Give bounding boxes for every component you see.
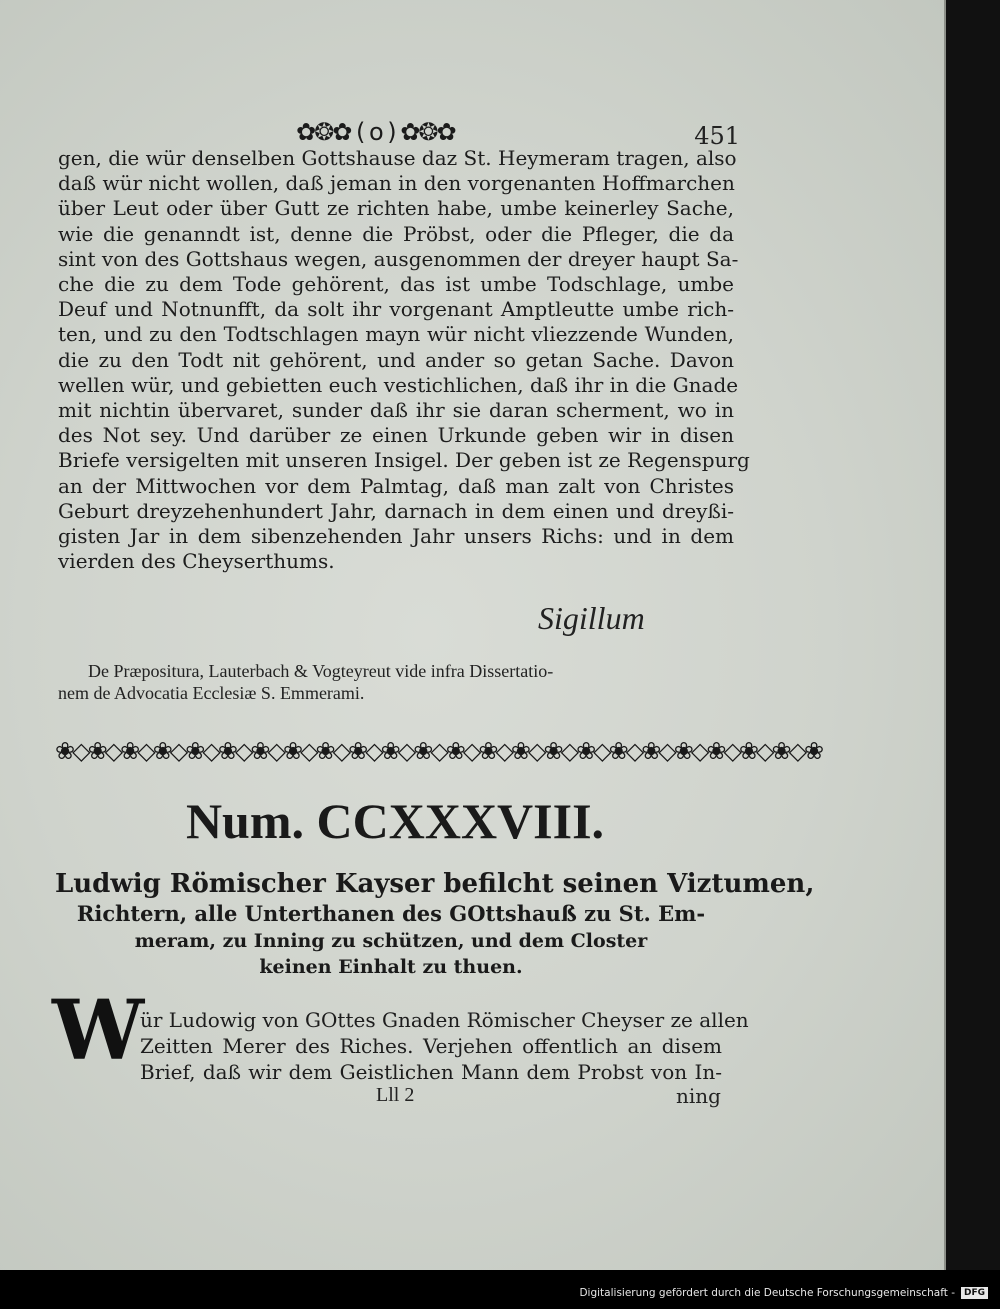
- body-line: Deuf und Notnunfft, da solt ihr vorgenant Amptleutte umbe rich-: [58, 297, 734, 322]
- body-line: Geburt dreyzehenhundert Jahr, darnach in dem einen und dreyßi-: [58, 498, 734, 523]
- header-ornament: ✿❂✿ ( o ) ✿❂✿: [296, 118, 455, 146]
- charter-text: [140, 1007, 749, 1085]
- page-number: 451: [694, 122, 740, 150]
- body-line: daß wür nicht wollen, daß jeman in den vorgenanten Hoffmarchen: [58, 171, 735, 196]
- signature-mark: Lll 2: [376, 1084, 415, 1106]
- footer-text: Digitalisierung gefördert durch die Deutsche Forschungsgemeinschaft -: [579, 1287, 955, 1299]
- sigillum-label: Sigillum: [538, 600, 645, 636]
- body-line: wellen wür, und gebietten euch vestichlichen, daß ihr in die Gnade: [58, 372, 739, 397]
- document-title: [55, 868, 815, 980]
- editorial-note: [58, 660, 733, 704]
- title-line: keinen Einhalt zu thuen.: [259, 956, 523, 978]
- charter-line: Brief, daß wir dem Geistlichen Mann dem Probst von In-: [140, 1060, 722, 1084]
- note-line: nem de Advocatia Ecclesiæ S. Emmerami.: [58, 683, 365, 703]
- footer-credit: [579, 1287, 988, 1299]
- body-line: Briefe versigelten mit unseren Insigel. Der geben ist ze Regenspurg: [58, 448, 750, 473]
- scan-background: [946, 0, 1000, 1270]
- title-line: Ludwig Römischer Kayser befilcht seinen Viztumen,: [55, 869, 815, 899]
- page-header: [50, 118, 740, 148]
- title-line: Richtern, alle Unterthanen des GOttshauß zu St. Em-: [76, 901, 706, 926]
- body-line: mit nichtin übervaret, sunder daß ihr sie daran scherment, wo in: [58, 398, 734, 423]
- body-line: die zu den Todt nit gehörent, und ander so getan Sache. Davon: [58, 347, 734, 372]
- body-line: über Leut oder über Gutt ze richten habe, umbe keinerley Sache,: [58, 196, 734, 221]
- body-line: des Not sey. Und darüber ze einen Urkunde geben wir in disen: [58, 423, 734, 448]
- body-line: sint von des Gottshaus wegen, ausgenommen der dreyer haupt Sa-: [58, 246, 739, 271]
- dfg-logo-icon: DFG: [961, 1287, 988, 1299]
- body-line: ten, und zu den Todtschlagen mayn wür nicht vliezzende Wunden,: [58, 322, 734, 347]
- charter-line: ür Ludowig von GOttes Gnaden Römischer Cheyser ze allen: [140, 1008, 749, 1032]
- ornamental-rule: ❀◇❀◇❀◇❀◇❀◇❀◇❀◇❀◇❀◇❀◇❀◇❀◇❀◇❀◇❀◇❀◇❀◇❀◇❀◇❀◇❀◇❀◇❀◇❀: [55, 737, 822, 765]
- body-text: [58, 146, 750, 574]
- body-line: gen, die wür denselben Gottshause daz St. Heymeram tragen, also: [58, 146, 737, 170]
- decorated-initial: W: [52, 983, 145, 1079]
- body-line: wie die genanndt ist, denne die Pröbst, oder die Pfleger, die da: [58, 221, 734, 246]
- title-line: meram, zu Inning zu schützen, und dem Closter: [134, 930, 648, 952]
- body-line: che die zu dem Tode gehörent, das ist umbe Todschlage, umbe: [58, 272, 734, 297]
- body-line: an der Mittwochen vor dem Palmtag, daß man zalt von Christes: [58, 473, 734, 498]
- note-line: De Præpositura, Lauterbach & Vogteyreut vide infra Dissertatio-: [88, 661, 554, 681]
- catchword: ning: [676, 1084, 721, 1108]
- body-line: gisten Jar in dem sibenzehenden Jahr unsers Richs: und in dem: [58, 524, 734, 549]
- body-line: vierden des Cheyserthums.: [58, 549, 335, 574]
- document-number-heading: Num. CCXXXVIII.: [185, 793, 605, 849]
- charter-line: Zeitten Merer des Riches. Verjehen offentlich an disem: [140, 1034, 722, 1058]
